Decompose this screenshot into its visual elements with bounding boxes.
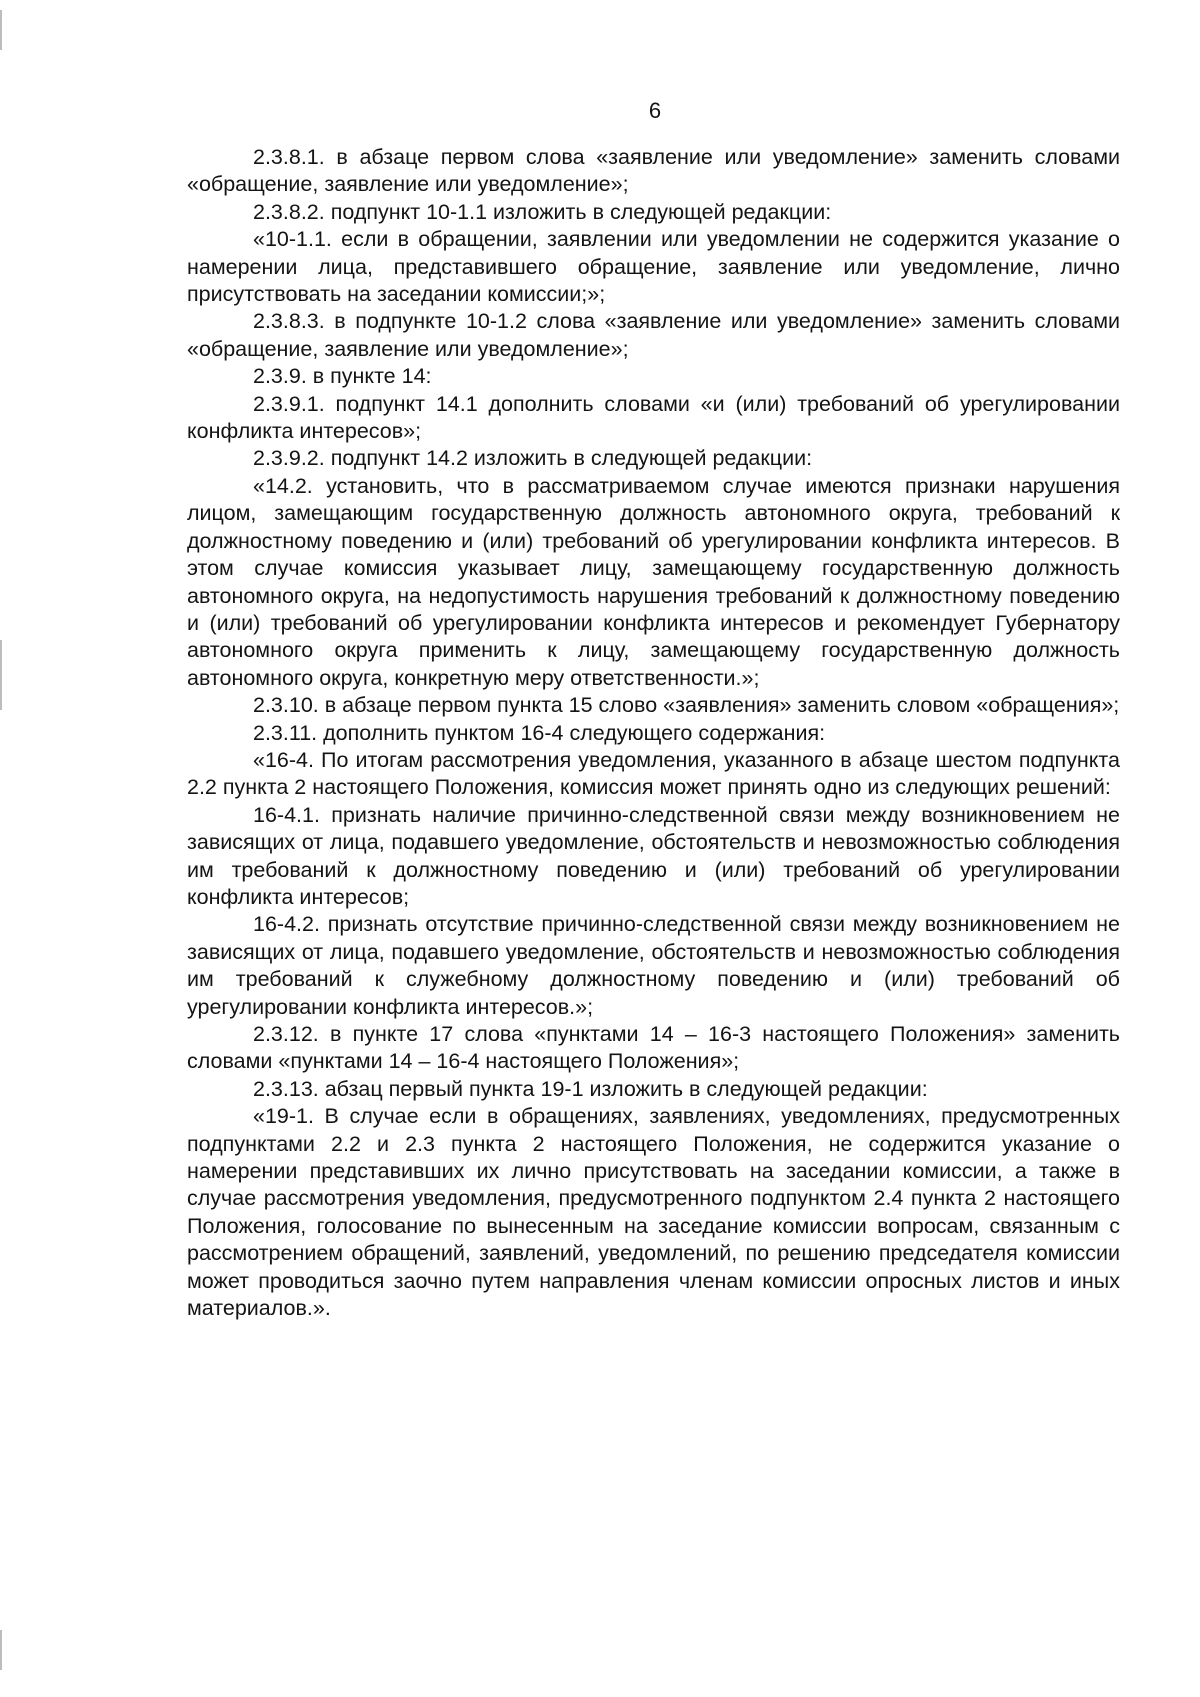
scan-edge-mark — [0, 10, 2, 50]
paragraph: 16-4.1. признать наличие причинно-следственной связи между возникновением не зависящих от лица, подавшего уведомление, обстоятельств и невозможностью соблюдения им требований к должностному поведению и (или) требований об урегулировании конфликта интересов; — [187, 802, 1120, 909]
paragraph: «16-4. По итогам рассмотрения уведомления, указанного в абзаце шестом подпункта 2.2 пункта 2 настоящего Положения, комиссия может принять одно из следующих решений: — [187, 747, 1120, 800]
paragraph: 2.3.12. в пункте 17 слова «пунктами 14 – 16-3 настоящего Положения» заменить словами «пунктами 14 – 16-4 настоящего Положения»; — [187, 1022, 1120, 1074]
document-body — [187, 144, 1120, 1322]
paragraph: 16-4.2. признать отсутствие причинно-следственной связи между возникновением не зависящих от лица, подавшего уведомление, обстоятельств и невозможностью соблюдения им требований к служебному должностному поведению и (или) требований об урегулировании конфликта интересов.»; — [187, 912, 1120, 1019]
paragraph: 2.3.10. в абзаце первом пункта 15 слово «заявления» заменить словом «обращения»; — [253, 693, 1120, 718]
scan-edge-mark — [0, 640, 2, 710]
paragraph: 2.3.8.3. в подпункте 10-1.2 слова «заявление или уведомление» заменить словами «обращение, заявление или уведомление»; — [187, 309, 1120, 361]
paragraph: 2.3.8.1. в абзаце первом слова «заявление или уведомление» заменить словами «обращение, заявление или уведомление»; — [187, 145, 1120, 197]
paragraph: 2.3.9.2. подпункт 14.2 изложить в следующей редакции: — [253, 446, 813, 471]
paragraph: «19-1. В случае если в обращениях, заявлениях, уведомлениях, предусмотренных подпунктами 2.2 и 2.3 пункта 2 настоящего Положения, не содержится указание о намерении представивших их лично присутствовать на заседании комиссии, а также в случае рассмотрения уведомления, предусмотренного подпунктом 2.4 пункта 2 настоящего Положения, голосование по вынесенным на заседание комиссии вопросам, связанным с рассмотрением обращений, заявлений, уведомлений, по решению председателя комиссии может проводиться заочно путем направления членам комиссии опросных листов и иных материалов.». — [187, 1104, 1120, 1321]
paragraph: «14.2. установить, что в рассматриваемом случае имеются признаки нарушения лицом, замещающим государственную должность автономного округа, требований к должностному поведению и (или) требований об урегулировании конфликта интересов. В этом случае комиссия указывает лицу, замещающему государственную должность автономного округа, на недопустимость нарушения требований к должностному поведению и (или) требований об урегулировании конфликта интересов и рекомендует Губернатору автономного округа применить к лицу, замещающему государственную должность автономного округа, конкретную меру ответственности.»; — [187, 473, 1120, 690]
page-number: 6 — [648, 98, 662, 123]
paragraph: 2.3.9. в пункте 14: — [253, 364, 432, 389]
paragraph: «10-1.1. если в обращении, заявлении или уведомлении не содержится указание о намерении лица, представившего обращение, заявление или уведомление, лично присутствовать на заседании комиссии;»; — [187, 227, 1120, 307]
scan-edge-mark — [0, 1630, 2, 1670]
paragraph: 2.3.13. абзац первый пункта 19-1 изложить в следующей редакции: — [253, 1076, 928, 1101]
paragraph: 2.3.8.2. подпункт 10-1.1 изложить в следующей редакции: — [253, 199, 832, 224]
paragraph: 2.3.11. дополнить пунктом 16-4 следующего содержания: — [253, 720, 826, 745]
paragraph: 2.3.9.1. подпункт 14.1 дополнить словами «и (или) требований об урегулировании конфликта интересов»; — [187, 391, 1120, 444]
